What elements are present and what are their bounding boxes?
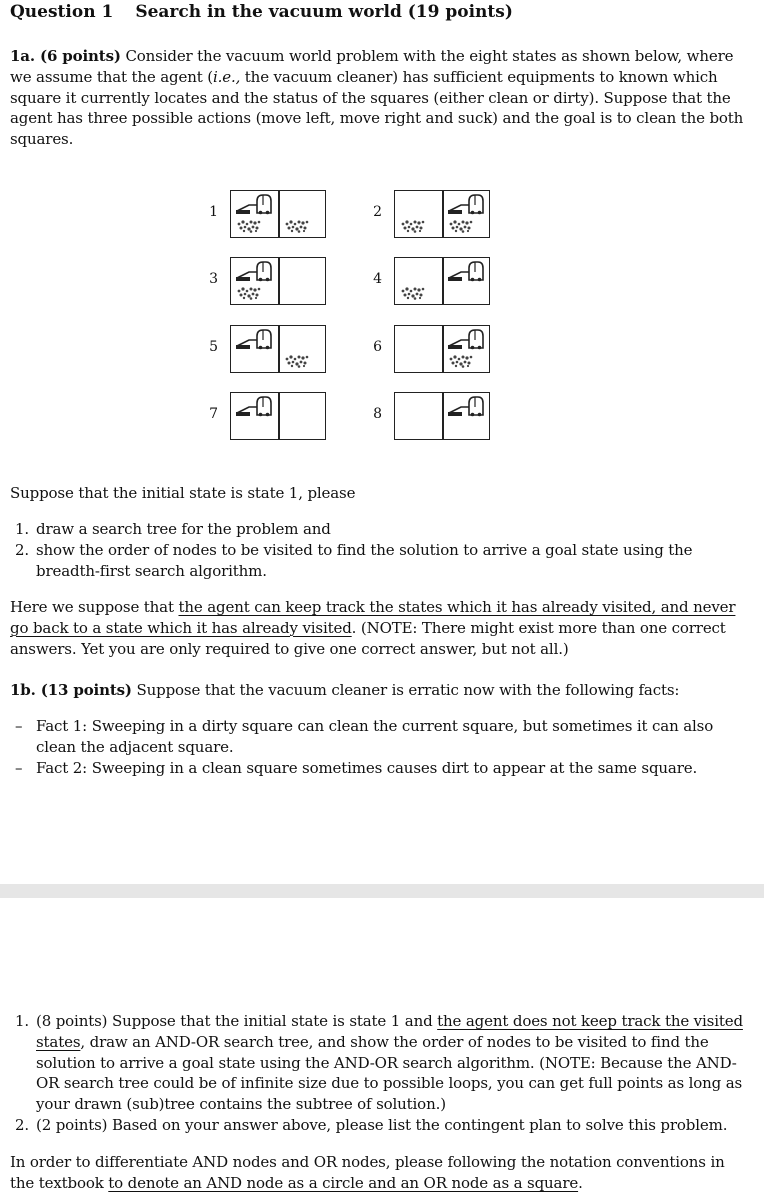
list-marker: 2.	[15, 540, 30, 559]
right-square	[279, 326, 325, 372]
vacuum-cleaner-icon	[235, 395, 273, 421]
note-suffix: . (NOTE: There might exist more than one correct answers. Yet you are only required to give one correct answer, but not all.)	[10, 618, 726, 658]
state-box	[230, 392, 326, 440]
state-number: 2	[373, 204, 382, 220]
subquestion-2-text: (2 points) Based on your answer above, please list the contingent plan to solve this problem.	[36, 1115, 728, 1134]
state-box	[394, 190, 490, 238]
question-heading	[10, 2, 513, 22]
list-marker: 2.	[15, 1115, 30, 1134]
vacuum-cleaner-icon	[447, 193, 485, 219]
left-square	[395, 326, 441, 372]
state-4	[362, 257, 622, 307]
state-number: 7	[209, 406, 218, 422]
right-square	[443, 191, 489, 237]
fact-text: Fact 1: Sweeping in a dirty square can clean the current square, but sometimes it can also clean the adjacent square.	[36, 717, 714, 756]
left-square	[395, 393, 441, 439]
vacuum-cleaner-icon	[235, 328, 273, 354]
note-prefix: Here we suppose that	[10, 598, 179, 616]
right-square	[279, 191, 325, 237]
state-number: 3	[209, 271, 218, 287]
state-number: 4	[373, 271, 382, 287]
vacuum-cleaner-icon	[235, 260, 273, 286]
right-square	[443, 258, 489, 304]
note-underlined: the agent can keep track the states which it has already visited, and never go back to a state which it has already visited	[10, 598, 736, 637]
dirt-icon	[400, 218, 426, 237]
dash-marker: –	[15, 717, 23, 735]
left-square	[231, 393, 277, 439]
question-number: Question 1	[10, 2, 114, 22]
right-square	[279, 258, 325, 304]
state-6	[362, 325, 622, 375]
dirt-icon	[448, 353, 474, 372]
subquestion-1-prefix: (8 points) Suppose that the initial state is state 1 and	[36, 1012, 438, 1030]
page-separator	[0, 884, 764, 898]
part-b-subquestion-list	[10, 1011, 750, 1136]
notation-suffix: .	[578, 1173, 583, 1192]
left-square	[395, 191, 441, 237]
part-a-task-list	[10, 519, 750, 581]
state-2	[362, 190, 622, 240]
subquestion-1-underlined: the agent does not keep track the visited states	[36, 1012, 743, 1051]
state-number: 6	[373, 339, 382, 355]
task-text: show the order of nodes to be visited to find the solution to arrive a goal state using the breadth-first search algorithm.	[36, 540, 693, 580]
left-square	[231, 258, 277, 304]
part-b-label: 1b. (13 points)	[10, 681, 132, 699]
left-square	[395, 258, 441, 304]
left-square	[231, 191, 277, 237]
dirt-icon	[448, 218, 474, 237]
part-b-fact-list	[10, 716, 750, 778]
vacuum-cleaner-icon	[447, 260, 485, 286]
part-a-intro-text-2: the vacuum cleaner) has sufficient equipments to known which square it currently locates and the status of the squares (either clean or dirty). Suppose that the agent has three possible actions (move left, move right and suck) and the goal is to clean the both squares.	[10, 67, 744, 149]
state-number: 1	[209, 204, 218, 220]
dirt-icon	[400, 285, 426, 304]
vacuum-cleaner-icon	[235, 193, 273, 219]
state-number: 5	[209, 339, 218, 355]
part-a-ie: i.e.,	[212, 67, 241, 86]
part-b-intro	[10, 680, 750, 701]
part-a-note	[10, 597, 750, 659]
question-title: Search in the vacuum world (19 points)	[135, 2, 513, 22]
part-a-intro-text-1: Consider the vacuum world problem with the eight states as shown below, where we assume that the agent (	[10, 47, 734, 86]
initial-state-text: Suppose that the initial state is state 1, please	[10, 484, 356, 502]
right-square	[443, 326, 489, 372]
state-box	[394, 257, 490, 305]
notation-paragraph	[10, 1152, 750, 1194]
state-box	[230, 257, 326, 305]
list-marker: 1.	[15, 1012, 30, 1030]
dirt-icon	[236, 218, 262, 237]
page-2	[0, 898, 764, 1198]
part-a-intro	[10, 46, 750, 150]
right-square	[443, 393, 489, 439]
state-number: 8	[373, 406, 382, 422]
part-a-task-1	[10, 519, 750, 540]
subquestion-1-suffix: , draw an AND-OR search tree, and show the order of nodes to be visited to find the solution to arrive a goal state using the AND-OR search algorithm. (NOTE: Because the AND-OR search tree could be of infinite size due to possible loops, you can get full points as long as your drawn (sub)tree contains the subtree of solution.)	[36, 1032, 743, 1114]
subquestion-2	[10, 1115, 750, 1136]
vacuum-cleaner-icon	[447, 395, 485, 421]
fact-text: Fact 2: Sweeping in a clean square sometimes causes dirt to appear at the same square.	[36, 758, 698, 777]
left-square	[231, 326, 277, 372]
dirt-icon	[236, 285, 262, 304]
part-a-label: 1a. (6 points)	[10, 47, 121, 65]
fact-1	[10, 716, 750, 758]
right-square	[279, 393, 325, 439]
state-box	[230, 325, 326, 373]
notation-prefix: In order to differentiate AND nodes and OR nodes, please following the notation conventions in the textbook	[10, 1153, 725, 1192]
state-8	[362, 392, 622, 442]
part-a-task-2	[10, 540, 750, 582]
subquestion-1	[10, 1011, 750, 1115]
fact-2	[10, 758, 750, 779]
dirt-icon	[284, 353, 310, 372]
dirt-icon	[284, 218, 310, 237]
part-b-intro-text: Suppose that the vacuum cleaner is erratic now with the following facts:	[136, 681, 680, 699]
notation-underlined: to denote an AND node as a circle and an OR node as a square	[108, 1173, 579, 1192]
vacuum-cleaner-icon	[447, 328, 485, 354]
task-text: draw a search tree for the problem and	[36, 520, 331, 538]
state-box	[394, 325, 490, 373]
state-box	[394, 392, 490, 440]
dash-marker: –	[15, 758, 23, 777]
list-marker: 1.	[15, 520, 30, 538]
state-box	[230, 190, 326, 238]
